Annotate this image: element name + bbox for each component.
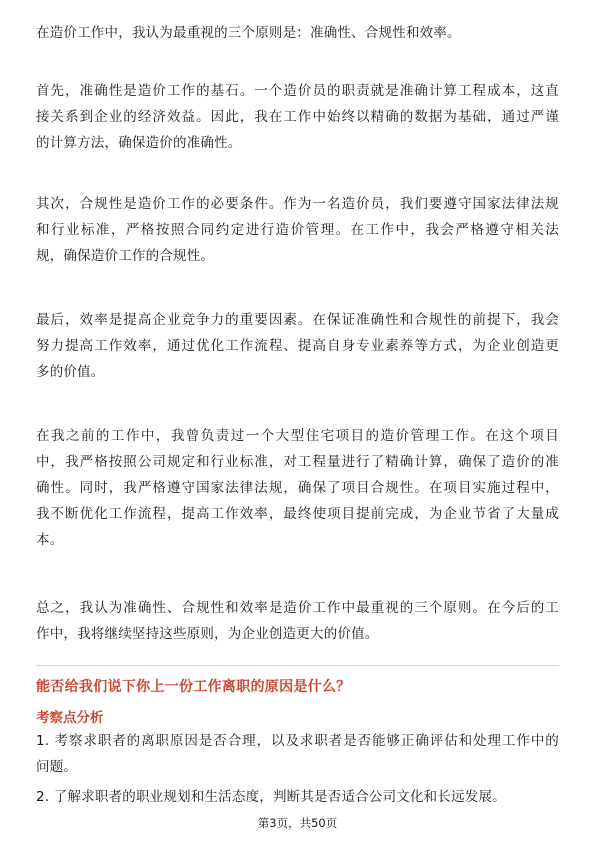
paragraph-efficiency [36,307,559,385]
paragraph-line: 在造价工作中，我认为最重视的三个原则是：准确性、合规性和效率。 [36,25,461,41]
paragraph-line: 其次，合规性是造价工作的必要条件。作为一名造价员，我们要遵守国家法律法规 [36,196,559,212]
paragraph-line: 作中，我将继续坚持这些原则，为企业创造更大的价值。 [36,626,379,642]
paragraph-line: 最后，效率是提高企业竞争力的重要因素。在保证准确性和合规性的前提下，我会 [36,312,559,328]
paragraph-line: 努力提高工作效率，通过优化工作流程、提高自身专业素养等方式，为企业创造更 [36,338,559,354]
paragraph-accuracy [36,78,559,156]
paragraph-line: 接关系到企业的经济效益。因此，我在工作中始终以精确的数据为基础，通过严谨 [36,109,559,125]
analysis-heading: 考察点分析 [36,710,104,726]
paragraph-experience [36,423,559,553]
paragraph-line: 规，确保造价工作的合规性。 [36,248,215,264]
analysis-item-line: 问题。 [36,759,78,775]
analysis-item-line: 2. 了解求职者的职业规划和生活态度，判断其是否适合公司文化和长远发展。 [36,789,506,805]
paragraph-line: 首先，准确性是造价工作的基石。一个造价员的职责就是准确计算工程成本，这直 [36,83,559,99]
paragraph-line: 本。 [36,532,64,548]
section-divider [36,665,559,666]
page-number: 第3页，共50页 [257,816,338,830]
document-page [36,0,559,842]
paragraph-line: 中，我严格按照公司规定和行业标准，对工程量进行了精确计算，确保了造价的准 [36,454,559,470]
analysis-item [36,784,559,810]
paragraph-line: 的计算方法，确保造价的准确性。 [36,135,242,151]
paragraph-line: 多的价值。 [36,364,105,380]
interview-question: 能否给我们说下你上一份工作离职的原因是什么？ [36,679,351,695]
paragraph-line: 我不断优化工作流程，提高工作效率，最终使项目提前完成，为企业节省了大量成 [36,506,559,522]
paragraph-line: 在我之前的工作中，我曾负责过一个大型住宅项目的造价管理工作。在这个项目 [36,428,559,444]
analysis-item [36,728,559,780]
paragraph-line: 确性。同时，我严格遵守国家法律法规，确保了项目合规性。在项目实施过程中， [36,480,559,496]
paragraph-intro [36,20,559,46]
paragraph-line: 总之，我认为准确性、合规性和效率是造价工作中最重视的三个原则。在今后的工 [36,600,559,616]
paragraph-line: 和行业标准，严格按照合同约定进行造价管理。在工作中，我会严格遵守相关法 [36,222,559,238]
paragraph-conclusion [36,595,559,647]
analysis-item-line: 1. 考察求职者的离职原因是否合理，以及求职者是否能够正确评估和处理工作中的 [36,733,559,749]
paragraph-compliance [36,191,559,269]
